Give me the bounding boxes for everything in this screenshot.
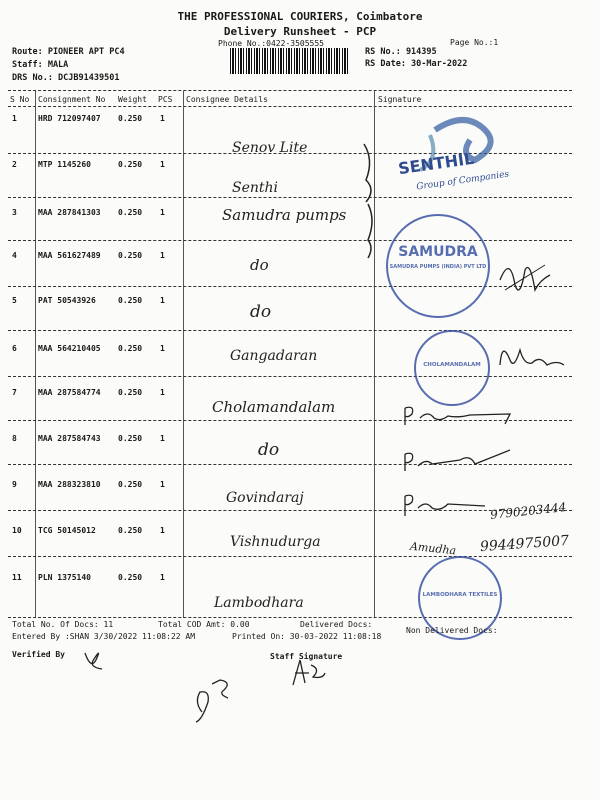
senthil-stamp-subtext: Group of Companies xyxy=(415,169,510,193)
row-rule xyxy=(8,330,572,331)
row-sno: 1 xyxy=(12,114,17,123)
table-top-rule xyxy=(8,90,572,91)
signature-row8 xyxy=(400,444,530,474)
row-rule xyxy=(8,556,572,557)
brace-marks xyxy=(360,140,380,380)
row-sno: 10 xyxy=(12,526,22,535)
delivered-docs: Delivered Docs: xyxy=(300,620,373,629)
col-header-sno: S No xyxy=(10,95,30,104)
row-pcs: 1 xyxy=(160,388,165,397)
rs-number: RS No.: 914395 xyxy=(365,47,437,57)
row-pcs: 1 xyxy=(160,480,165,489)
row-weight: 0.250 xyxy=(118,160,143,169)
row-weight: 0.250 xyxy=(118,480,143,489)
row-pcs: 1 xyxy=(160,434,165,443)
row-rule xyxy=(8,286,572,287)
row-weight: 0.250 xyxy=(118,526,143,535)
row-consignment: TCG 50145012 xyxy=(38,526,96,535)
col-divider xyxy=(35,91,36,618)
row-pcs: 1 xyxy=(160,573,165,582)
lambodhara-stamp-text: LAMBODHARA TEXTILES xyxy=(422,592,498,598)
samudra-stamp-text: SAMUDRA xyxy=(398,244,478,260)
total-docs: Total No. Of Docs: 11 xyxy=(12,620,114,629)
row-rule xyxy=(8,240,572,241)
row-consignee: do xyxy=(258,440,280,460)
staff: Staff: MALA xyxy=(12,60,69,70)
written-name-amudha: Amudha xyxy=(409,539,457,558)
row-sno: 11 xyxy=(12,573,22,582)
row-consignment: MTP 1145260 xyxy=(38,160,91,169)
route: Route: PIONEER APT PC4 xyxy=(12,47,125,57)
row-weight: 0.250 xyxy=(118,208,143,217)
row-consignee: Samudra pumps xyxy=(222,206,347,224)
row-weight: 0.250 xyxy=(118,388,143,397)
col-header-weight: Weight xyxy=(118,95,147,104)
row-consignee: Gangadaran xyxy=(230,348,318,364)
row-consignment: MAA 287841303 xyxy=(38,208,101,217)
row-pcs: 1 xyxy=(160,208,165,217)
scribble-mark xyxy=(190,672,245,727)
row-weight: 0.250 xyxy=(118,296,143,305)
row-sno: 9 xyxy=(12,480,17,489)
row-consignee: Govindaraj xyxy=(226,490,304,506)
row-consignment: MAA 564210405 xyxy=(38,344,101,353)
row-weight: 0.250 xyxy=(118,434,143,443)
senthil-stamp xyxy=(380,110,520,200)
samudra-stamp-subtext: SAMUDRA PUMPS (INDIA) PVT LTD xyxy=(389,264,487,270)
row-consignee: do xyxy=(250,302,272,322)
row-consignee: Senthi xyxy=(232,180,279,196)
row-consignment: PAT 50543926 xyxy=(38,296,96,305)
non-delivered-docs: Non Delivered Docs: xyxy=(406,626,498,635)
row-pcs: 1 xyxy=(160,526,165,535)
row-consignee: Cholamandalam xyxy=(212,398,336,416)
signature-row9 xyxy=(400,488,490,518)
row-weight: 0.250 xyxy=(118,114,143,123)
col-divider xyxy=(183,91,184,618)
entered-by: Entered By :SHAN 3/30/2022 11:08:22 AM xyxy=(12,632,196,641)
row-consignment: MAA 287584774 xyxy=(38,388,101,397)
row-weight: 0.250 xyxy=(118,251,143,260)
row-consignee: Lambodhara xyxy=(214,595,304,611)
chola-stamp-text: CHOLAMANDALAM xyxy=(423,362,481,368)
row-pcs: 1 xyxy=(160,251,165,260)
written-phone-1: 9790203444 xyxy=(489,500,567,522)
signature-samudra xyxy=(490,250,560,310)
col-header-consignment: Consignment No xyxy=(38,95,106,104)
staff-signature: Staff Signature xyxy=(270,652,343,661)
drs-number: DRS No.: DCJB91439501 xyxy=(12,73,120,83)
rs-date: RS Date: 30-Mar-2022 xyxy=(365,59,468,69)
cholamandalam-stamp xyxy=(414,330,490,406)
signature-gangadaran xyxy=(492,335,582,380)
staff-signature-mark xyxy=(285,655,330,690)
company-title: THE PROFESSIONAL COURIERS, Coimbatore xyxy=(177,10,423,23)
phone-number: Phone No.:0422-3505555 xyxy=(218,39,324,48)
row-weight: 0.250 xyxy=(118,573,143,582)
row-sno: 7 xyxy=(12,388,17,397)
row-weight: 0.250 xyxy=(118,344,143,353)
row-consignee: do xyxy=(250,256,269,274)
row-sno: 4 xyxy=(12,251,17,260)
row-consignment: PLN 1375140 xyxy=(38,573,91,582)
row-pcs: 1 xyxy=(160,160,165,169)
verified-signature xyxy=(80,645,110,675)
row-pcs: 1 xyxy=(160,344,165,353)
printed-on: Printed On: 30-03-2022 11:08:18 xyxy=(232,632,382,641)
written-phone-2: 9944975007 xyxy=(479,532,570,556)
row-sno: 8 xyxy=(12,434,17,443)
total-cod: Total COD Amt: 0.00 xyxy=(158,620,250,629)
row-consignment: MAA 288323810 xyxy=(38,480,101,489)
row-sno: 3 xyxy=(12,208,17,217)
row-pcs: 1 xyxy=(160,114,165,123)
header-rule xyxy=(8,106,572,107)
row-consignment: MAA 561627489 xyxy=(38,251,101,260)
row-consignment: HRD 712097407 xyxy=(38,114,101,123)
row-sno: 6 xyxy=(12,344,17,353)
page-number: Page No.:1 xyxy=(450,38,499,47)
col-header-pcs: PCS xyxy=(158,95,173,104)
barcode xyxy=(230,48,348,74)
col-header-consignee: Consignee Details xyxy=(186,95,268,104)
verified-by: Verified By xyxy=(12,650,65,659)
row-consignment: MAA 287584743 xyxy=(38,434,101,443)
senthil-stamp-text: SENTHIL xyxy=(397,148,476,179)
runsheet-subtitle: Delivery Runsheet - PCP xyxy=(223,25,377,38)
row-consignee: Vishnudurga xyxy=(230,534,321,550)
signature-row7 xyxy=(400,400,530,430)
samudra-stamp xyxy=(386,214,490,318)
col-header-signature: Signature xyxy=(378,95,422,104)
row-sno: 5 xyxy=(12,296,17,305)
row-consignee: Senov Lite xyxy=(232,140,308,156)
row-sno: 2 xyxy=(12,160,17,169)
row-pcs: 1 xyxy=(160,296,165,305)
